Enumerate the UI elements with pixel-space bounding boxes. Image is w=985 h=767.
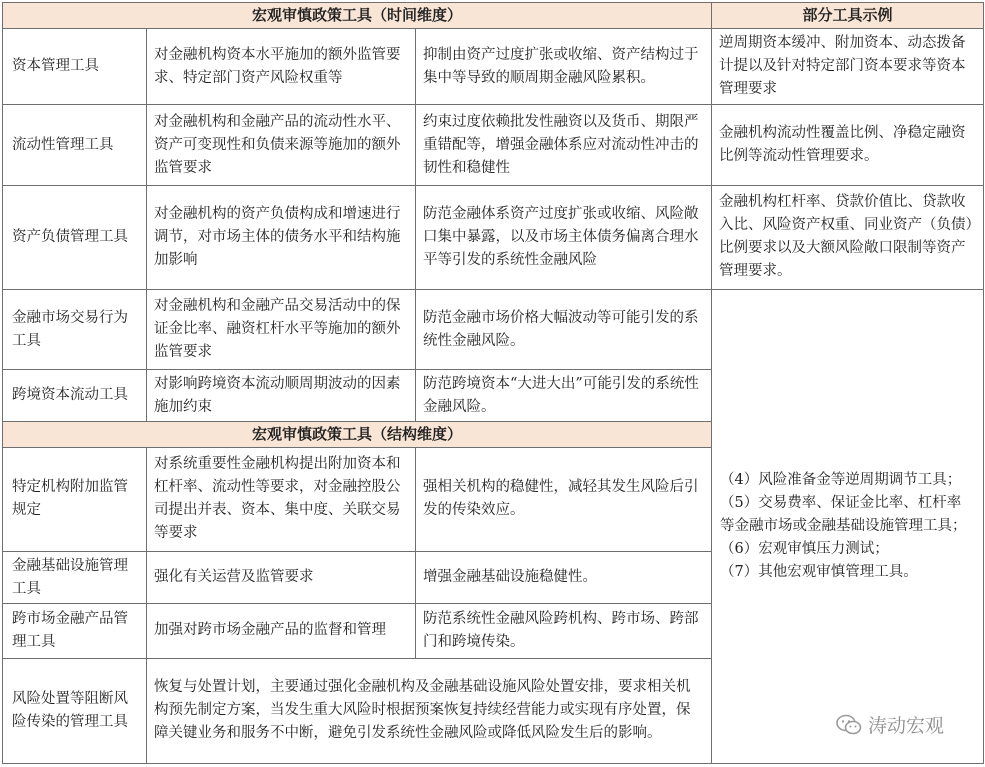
header-structure-dimension: 宏观审慎政策工具（结构维度）	[3, 421, 712, 447]
tool-purpose: 防范金融市场价格大幅波动等可能引发的系统性金融风险。	[416, 290, 712, 370]
tool-name: 风险处置等阻断风险传染的管理工具	[3, 658, 147, 763]
tool-name: 跨市场金融产品管理工具	[3, 604, 147, 658]
other-example-item: （7）其他宏观审慎管理工具。	[720, 564, 918, 581]
tool-purpose: 强相关机构的稳健性，减轻其发生风险后引发的传染效应。	[416, 447, 712, 551]
tool-example: 金融机构杠杆率、贷款价值比、贷款收入比、风险资产权重、同业资产（负债）比例要求以及大额风险敞口限制等资产管理要求。	[712, 185, 984, 289]
tool-name: 流动性管理工具	[3, 105, 147, 185]
tool-purpose: 约束过度依赖批发性融资以及货币、期限严重错配等，增强金融体系应对流动性冲击的韧性和稳健性	[416, 105, 712, 185]
tool-name: 资产负债管理工具	[3, 185, 147, 289]
macroprudential-tools-table	[2, 2, 984, 764]
tool-purpose: 增强金融基础设施稳健性。	[416, 552, 712, 604]
tool-name: 金融基础设施管理工具	[3, 552, 147, 604]
other-examples-list	[712, 290, 984, 764]
tool-description: 对金融机构和金融产品的流动性水平、资产可变现性和负债来源等施加的额外监管要求	[147, 105, 416, 185]
tool-name: 金融市场交易行为工具	[3, 290, 147, 370]
header-tool-examples: 部分工具示例	[712, 3, 984, 29]
tool-description: 对影响跨境资本流动顺周期波动的因素施加约束	[147, 370, 416, 421]
tool-name: 特定机构附加监管规定	[3, 447, 147, 551]
tool-description: 加强对跨市场金融产品的监督和管理	[147, 604, 416, 658]
tool-description: 对金融机构和金融产品交易活动中的保证金比率、融资杠杆水平等施加的额外监管要求	[147, 290, 416, 370]
tool-example: 逆周期资本缓冲、附加资本、动态拨备计提以及针对特定部门资本要求等资本管理要求	[712, 29, 984, 105]
tool-name: 跨境资本流动工具	[3, 370, 147, 421]
tool-description: 恢复与处置计划，主要通过强化金融机构及金融基础设施风险处置安排，要求相关机构预先制定方案，当发生重大风险时根据预案恢复持续经营能力或实现有序处置，保障关键业务和服务不中断，避免引发系统性金融风险或降低风险发生后的影响。	[147, 658, 712, 763]
tool-description: 对金融机构资本水平施加的额外监管要求、特定部门资产风险权重等	[147, 29, 416, 105]
header-time-dimension: 宏观审慎政策工具（时间维度）	[3, 3, 712, 29]
watermark	[836, 711, 944, 738]
tool-description: 强化有关运营及监管要求	[147, 552, 416, 604]
tool-description: 对系统重要性金融机构提出附加资本和杠杆率、流动性等要求，对金融控股公司提出并表、资本、集中度、关联交易等要求	[147, 447, 416, 551]
wechat-icon	[836, 714, 862, 736]
tool-purpose: 防范系统性金融风险跨机构、跨市场、跨部门和跨境传染。	[416, 604, 712, 658]
other-example-item: （6）宏观审慎压力测试；	[720, 541, 889, 558]
tool-purpose: 防范金融体系资产过度扩张或收缩、风险敞口集中暴露，以及市场主体债务偏离合理水平等引发的系统性金融风险	[416, 185, 712, 289]
tool-purpose: 防范跨境资本“大进大出”可能引发的系统性金融风险。	[416, 370, 712, 421]
tool-example: 金融机构流动性覆盖比例、净稳定融资比例等流动性管理要求。	[712, 105, 984, 185]
tool-description: 对金融机构的资产负债构成和增速进行调节，对市场主体的债务水平和结构施加影响	[147, 185, 416, 289]
other-example-item: （5）交易费率、保证金比率、杠杆率等金融市场或金融基础设施管理工具；	[720, 495, 967, 535]
watermark-text: 涛动宏观	[868, 715, 945, 737]
tool-name: 资本管理工具	[3, 29, 147, 105]
tool-purpose: 抑制由资产过度扩张或收缩、资产结构过于集中等导致的顺周期金融风险累积。	[416, 29, 712, 105]
other-example-item: （4）风险准备金等逆周期调节工具；	[720, 472, 962, 489]
